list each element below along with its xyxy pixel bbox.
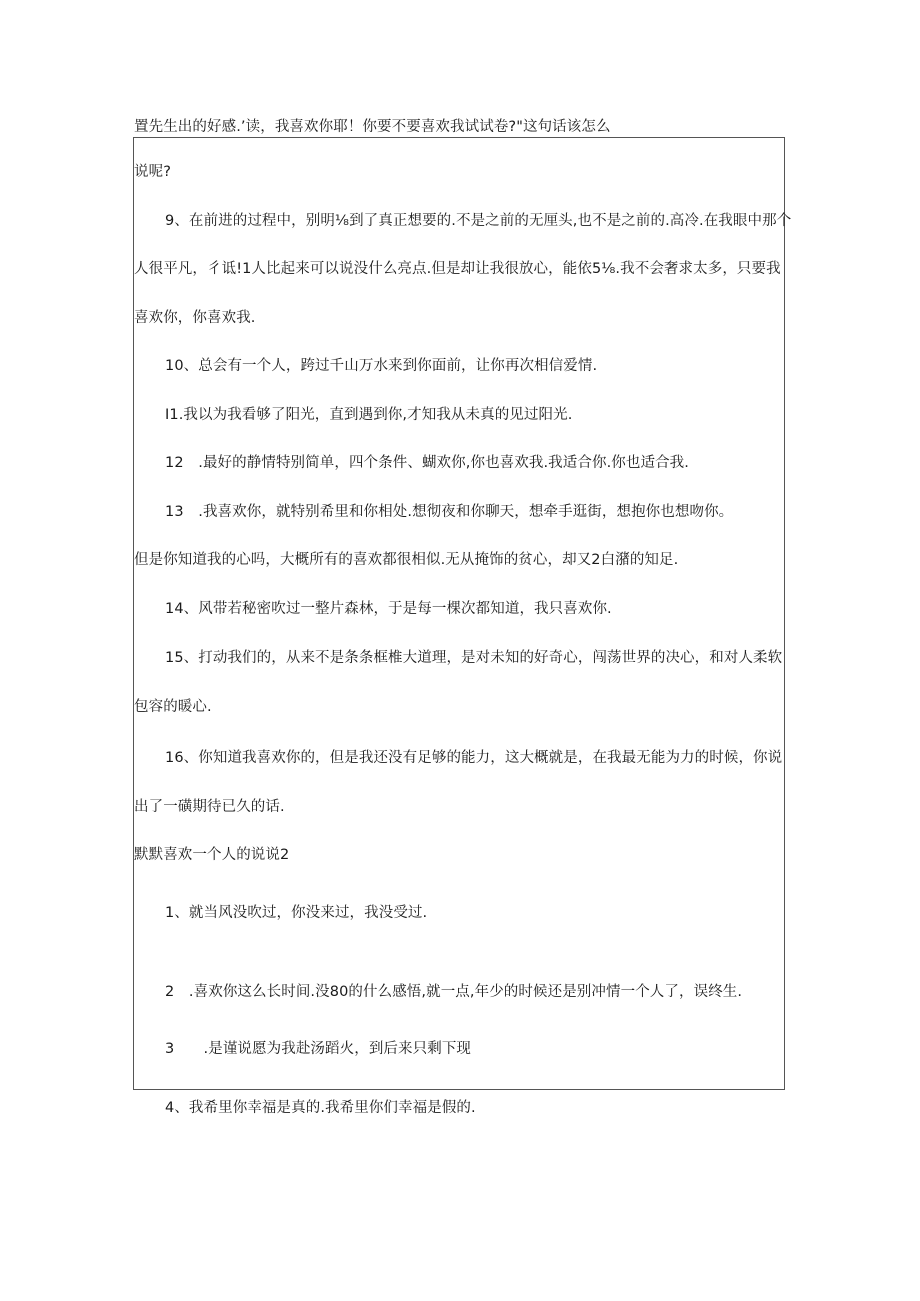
paragraph-9-line-1: 9、在前进的过程中，别明⅛到了真正想要的.不是之前的无厘头,也不是之前的.高冷.在我眼中那个 bbox=[165, 213, 792, 229]
paragraph-11: I1.我以为我看够了阳光，直到遇到你,才知我从未真的见过阳光. bbox=[165, 407, 573, 423]
paragraph-14: 14、风带若秘密吹过一整片森林，于是每一棵次都知道，我只喜欢你. bbox=[165, 601, 612, 617]
paragraph-9-line-2: 人很平凡，彳诋!1人比起来可以说没什么亮点.但是却让我很放心，能依5⅛.我不会奢求太多，只要我 bbox=[134, 261, 781, 277]
paragraph-9-line-3: 喜欢你，你喜欢我. bbox=[134, 310, 256, 326]
section-heading: 默默喜欢一个人的说说2 bbox=[134, 847, 290, 863]
paragraph-13-line-2: 但是你知道我的心吗，大概所有的喜欢都很相似.无从掩饰的贫心，却又2白潴的知足. bbox=[134, 552, 679, 568]
paragraph-15-line-2: 包容的暖心. bbox=[134, 699, 212, 715]
paragraph-10: 10、总会有一个人，跨过千山万水来到你面前，让你再次相信爱情. bbox=[165, 358, 598, 374]
text-line-2: 说呢? bbox=[134, 164, 171, 180]
paragraph-16-line-1: 16、你知道我喜欢你的，但是我还没有足够的能力，这大概就是，在我最无能为力的时候，你说 bbox=[165, 750, 783, 766]
list-item-2: 2 .喜欢你这么长时间.没80的什么感悟,就一点,年少的时候还是别冲情一个人了，误终生. bbox=[165, 984, 743, 1000]
paragraph-13-line-1: 13 .我喜欢你，就特别希里和你相处.想彻夜和你聊天，想牵手逛街，想抱你也想吻你。 bbox=[165, 504, 734, 520]
text-line-1: 置先生出的好感.’读，我喜欢你耶！你要不要喜欢我试试卷?"这句话该怎么 bbox=[134, 119, 611, 135]
list-item-1: 1、就当风没吹过，你没来过，我没受过. bbox=[165, 905, 428, 921]
paragraph-15-line-1: 15、打动我们的，从来不是条条框椎大道理，是对未知的好奇心，闯荡世界的决心，和对人柔软 bbox=[165, 650, 783, 666]
paragraph-12: 12 .最好的静情特别简单，四个条件、蝴欢你,你也喜欢我.我适合你.你也适合我. bbox=[165, 455, 689, 471]
list-item-4: 4、我希里你幸福是真的.我希里你们幸福是假的. bbox=[165, 1100, 476, 1116]
list-item-3: 3 .是谨说愿为我赴汤蹈火，到后来只剩下现 bbox=[165, 1041, 472, 1057]
paragraph-16-line-2: 出了一磺期待已久的话. bbox=[134, 799, 285, 815]
